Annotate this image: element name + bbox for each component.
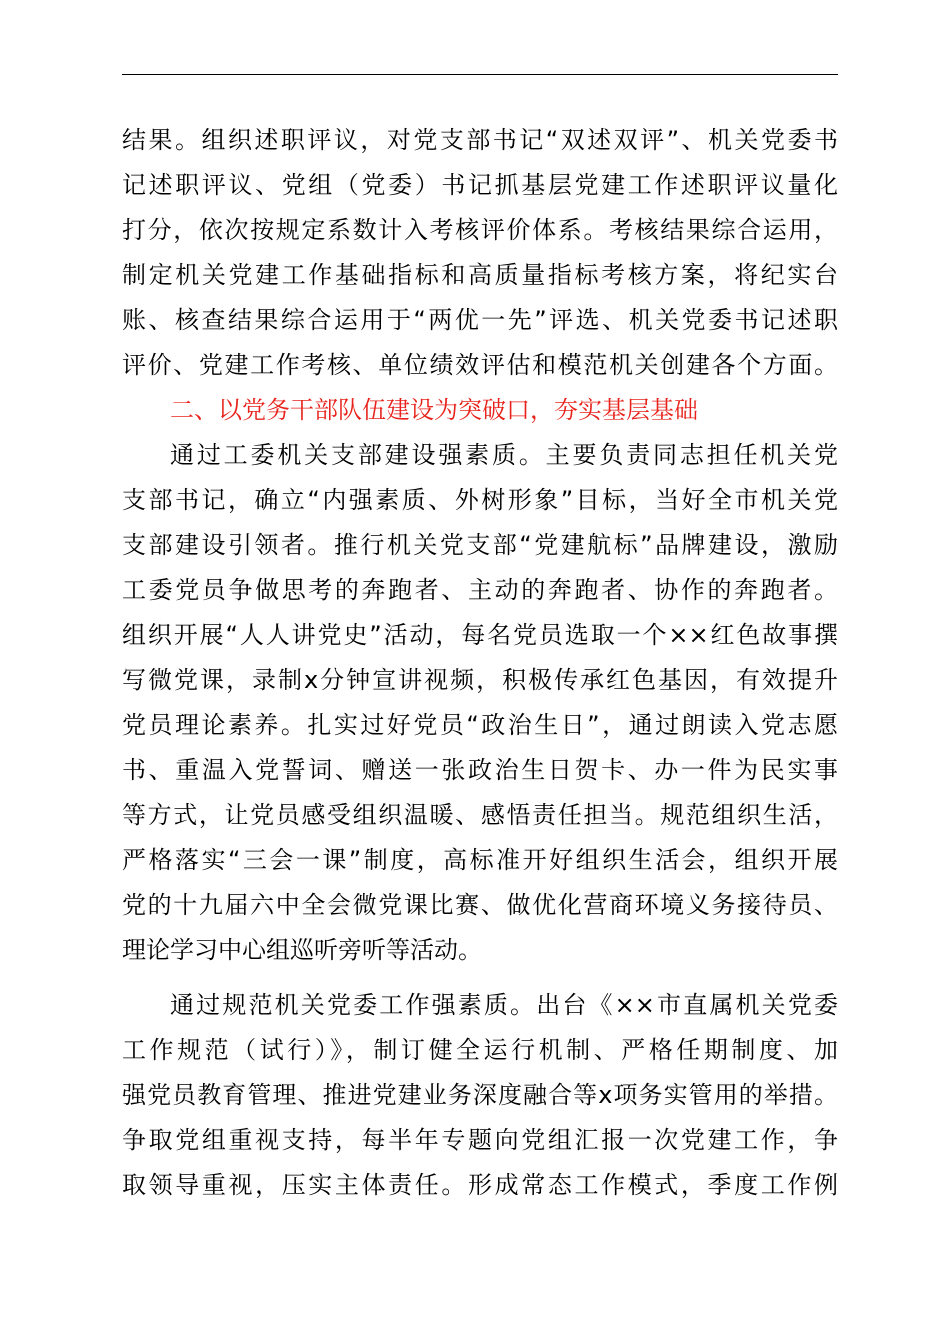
text-line: 结果。组织述职评议，对党支部书记“双述双评”、机关党委书 xyxy=(122,126,838,154)
paragraph-1 xyxy=(122,118,838,388)
document-body xyxy=(122,118,838,1208)
text-line: 理论学习中心组巡听旁听等活动。 xyxy=(122,936,482,964)
text-line: 打分，依次按规定系数计入考核评价体系。考核结果综合运用， xyxy=(122,216,838,244)
text-line: 组织开展“人人讲党史”活动，每名党员选取一个××红色故事撰 xyxy=(122,621,838,649)
text-line: 支部书记，确立“内强素质、外树形象”目标，当好全市机关党 xyxy=(122,486,838,514)
paragraph-gap xyxy=(122,973,838,983)
text-line: 党的十九届六中全会微党课比赛、做优化营商环境义务接待员、 xyxy=(122,891,838,919)
text-line: 强党员教育管理、推进党建业务深度融合等x项务实管用的举措。 xyxy=(122,1081,838,1109)
text-line: 记述职评议、党组（党委）书记抓基层党建工作述职评议量化 xyxy=(122,171,838,199)
text-line: 工委党员争做思考的奔跑者、主动的奔跑者、协作的奔跑者。 xyxy=(122,576,838,604)
text-line: 制定机关党建工作基础指标和高质量指标考核方案，将纪实台 xyxy=(122,261,838,289)
text-line: 通过规范机关党委工作强素质。出台《××市直属机关党委 xyxy=(170,991,838,1019)
text-line: 支部建设引领者。推行机关党支部“党建航标”品牌建设，激励 xyxy=(122,531,838,559)
text-line: 争取党组重视支持，每半年专题向党组汇报一次党建工作，争 xyxy=(122,1126,838,1154)
text-line: 写微党课，录制x分钟宣讲视频，积极传承红色基因，有效提升 xyxy=(122,666,838,694)
text-line: 党员理论素养。扎实过好党员“政治生日”，通过朗读入党志愿 xyxy=(122,711,838,739)
text-line: 书、重温入党誓词、赠送一张政治生日贺卡、办一件为民实事 xyxy=(122,756,838,784)
text-line: 等方式，让党员感受组织温暖、感悟责任担当。规范组织生活， xyxy=(122,801,838,829)
text-line: 通过工委机关支部建设强素质。主要负责同志担任机关党 xyxy=(170,441,838,469)
text-line: 评价、党建工作考核、单位绩效评估和模范机关创建各个方面。 xyxy=(122,351,838,379)
text-line: 账、核查结果综合运用于“两优一先”评选、机关党委书记述职 xyxy=(122,306,838,334)
paragraph-3 xyxy=(122,983,838,1208)
paragraph-2 xyxy=(122,433,838,973)
text-line: 工作规范（试行）》，制订健全运行机制、严格任期制度、加 xyxy=(122,1036,838,1064)
text-line: 严格落实“三会一课”制度，高标准开好组织生活会，组织开展 xyxy=(122,846,838,874)
section-heading: 二、以党务干部队伍建设为突破口，夯实基层基础 xyxy=(170,396,698,424)
text-line: 取领导重视，压实主体责任。形成常态工作模式，季度工作例 xyxy=(122,1171,838,1199)
header-rule xyxy=(122,74,838,75)
